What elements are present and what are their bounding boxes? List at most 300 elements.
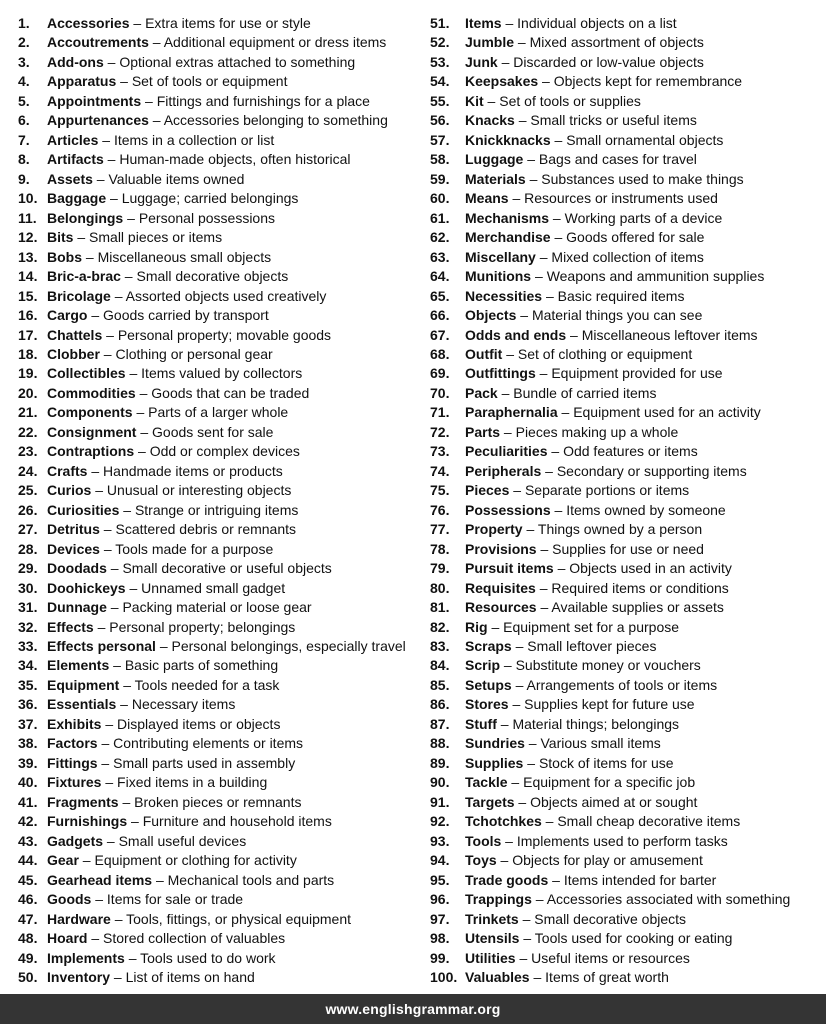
- list-item: [18, 851, 413, 870]
- item-term: Utensils: [465, 930, 520, 947]
- item-text: [465, 910, 686, 929]
- item-number: 98.: [430, 930, 450, 947]
- item-separator: –: [497, 53, 514, 70]
- list-item: [18, 949, 413, 968]
- item-number: 81.: [430, 599, 450, 616]
- item-term: Apparatus: [47, 73, 117, 90]
- item-separator: –: [116, 696, 132, 713]
- list-item: [18, 793, 413, 812]
- item-definition: Mechanical tools and parts: [167, 871, 335, 888]
- item-definition: Personal belongings, especially travel: [171, 638, 406, 654]
- list-item: [430, 540, 826, 559]
- item-separator: –: [535, 365, 552, 382]
- item-number: 32.: [18, 618, 38, 635]
- item-text: [465, 715, 679, 734]
- item-number: 82.: [430, 618, 450, 635]
- item-separator: –: [155, 638, 172, 654]
- item-term: Property: [465, 521, 523, 538]
- item-number: 69.: [430, 365, 450, 382]
- item-number: 6.: [18, 112, 30, 129]
- item-number: 39.: [18, 754, 38, 771]
- item-text: [465, 248, 704, 267]
- item-number: 76.: [430, 501, 450, 518]
- item-term: Accoutrements: [47, 34, 149, 51]
- list-item: [18, 734, 413, 753]
- item-separator: –: [78, 852, 95, 869]
- item-text: [47, 150, 350, 169]
- item-definition: Bags and cases for travel: [538, 151, 697, 168]
- item-term: Tchotchkes: [465, 813, 542, 830]
- item-text: [47, 871, 334, 890]
- item-definition: Small ornamental objects: [566, 131, 724, 148]
- list-item: [430, 267, 826, 286]
- list-item: [430, 53, 826, 72]
- list-item: [430, 248, 826, 267]
- item-number: 77.: [430, 521, 450, 538]
- item-term: Parts: [465, 423, 501, 440]
- list-item: [18, 637, 413, 656]
- item-separator: –: [99, 521, 116, 538]
- list-item: [18, 832, 413, 851]
- item-text: [465, 871, 716, 890]
- item-number: 9.: [18, 170, 30, 187]
- item-number: 64.: [430, 268, 450, 285]
- item-text: [465, 656, 701, 675]
- item-separator: –: [523, 151, 539, 168]
- item-text: [47, 520, 296, 539]
- item-definition: Working parts of a device: [564, 209, 723, 226]
- list-item: [430, 656, 826, 675]
- item-definition: Personal property; belongings: [109, 618, 296, 635]
- item-text: [47, 403, 288, 422]
- item-number: 17.: [18, 326, 38, 343]
- item-separator: –: [110, 968, 126, 985]
- list-item: [430, 384, 826, 403]
- item-definition: Items for sale or trade: [106, 891, 244, 908]
- item-definition: Goods offered for sale: [566, 229, 705, 246]
- item-term: Outfit: [465, 345, 503, 362]
- item-definition: Small decorative or useful objects: [122, 560, 332, 577]
- item-number: 62.: [430, 229, 450, 246]
- item-separator: –: [119, 676, 135, 693]
- item-separator: –: [98, 131, 114, 148]
- item-number: 4.: [18, 73, 30, 90]
- item-text: [47, 423, 273, 442]
- item-separator: –: [508, 696, 525, 713]
- item-text: [47, 481, 291, 500]
- item-definition: Small useful devices: [118, 832, 247, 849]
- item-term: Objects: [465, 307, 517, 324]
- item-number: 100.: [430, 968, 458, 985]
- item-number: 47.: [18, 910, 38, 927]
- list-item: [430, 442, 826, 461]
- list-item: [430, 851, 826, 870]
- item-number: 23.: [18, 443, 38, 460]
- item-number: 49.: [18, 949, 38, 966]
- item-text: [465, 72, 742, 91]
- item-separator: –: [536, 540, 553, 557]
- item-number: 14.: [18, 268, 38, 285]
- item-separator: –: [135, 384, 152, 401]
- item-separator: –: [103, 151, 120, 168]
- list-item: [430, 111, 826, 130]
- list-item: [430, 715, 826, 734]
- list-item: [430, 968, 826, 987]
- item-number: 36.: [18, 696, 38, 713]
- item-text: [47, 287, 326, 306]
- item-number: 5.: [18, 92, 30, 109]
- item-separator: –: [501, 15, 518, 31]
- item-separator: –: [82, 248, 98, 265]
- item-definition: Things owned by a person: [537, 521, 703, 538]
- item-text: [47, 618, 295, 637]
- item-text: [47, 598, 312, 617]
- item-text: [47, 345, 273, 364]
- item-separator: –: [496, 852, 513, 869]
- item-number: 45.: [18, 871, 38, 888]
- item-number: 15.: [18, 287, 38, 304]
- item-text: [47, 540, 273, 559]
- item-number: 31.: [18, 599, 38, 616]
- list-item: [18, 248, 413, 267]
- item-text: [47, 228, 222, 247]
- item-separator: –: [97, 754, 114, 771]
- item-term: Implements: [47, 949, 125, 966]
- item-definition: Optional extras attached to something: [119, 53, 356, 70]
- item-number: 63.: [430, 248, 450, 265]
- item-number: 89.: [430, 754, 450, 771]
- item-term: Provisions: [465, 540, 537, 557]
- item-term: Merchandise: [465, 229, 551, 246]
- item-definition: Material things; belongings: [512, 715, 680, 732]
- item-text: [465, 384, 656, 403]
- list-item: [18, 345, 413, 364]
- item-text: [465, 929, 732, 948]
- item-term: Appointments: [47, 92, 142, 109]
- item-text: [465, 949, 690, 968]
- item-separator: –: [524, 735, 541, 752]
- item-separator: –: [536, 599, 552, 616]
- item-text: [465, 734, 661, 753]
- item-definition: Additional equipment or dress items: [163, 34, 387, 51]
- item-term: Gearhead items: [47, 871, 153, 888]
- list-item: [18, 676, 413, 695]
- item-separator: –: [91, 891, 107, 908]
- item-number: 78.: [430, 540, 450, 557]
- item-text: [465, 306, 702, 325]
- item-term: Sundries: [465, 735, 525, 752]
- item-separator: –: [124, 949, 141, 966]
- item-text: [465, 579, 729, 598]
- item-definition: Fittings and furnishings for a place: [156, 92, 370, 109]
- list-item: [18, 812, 413, 831]
- list-item: [18, 14, 413, 33]
- item-separator: –: [106, 560, 123, 577]
- item-term: Cargo: [47, 307, 88, 324]
- item-separator: –: [501, 832, 517, 849]
- item-text: [465, 851, 703, 870]
- item-number: 30.: [18, 579, 38, 596]
- item-number: 55.: [430, 92, 450, 109]
- list-item: [18, 189, 413, 208]
- list-item: [18, 968, 413, 987]
- list-column-right: [413, 14, 826, 987]
- item-separator: –: [103, 832, 119, 849]
- list-item: [18, 598, 413, 617]
- item-term: Bric-a-brac: [47, 268, 121, 285]
- item-term: Dunnage: [47, 599, 107, 616]
- item-term: Tools: [465, 832, 502, 849]
- item-text: [47, 559, 332, 578]
- list-item: [430, 812, 826, 831]
- item-definition: Miscellaneous small objects: [97, 248, 272, 265]
- item-definition: Odd or complex devices: [149, 443, 300, 460]
- list-item: [18, 53, 413, 72]
- list-item: [18, 871, 413, 890]
- item-text: [465, 559, 732, 578]
- list-item: [18, 170, 413, 189]
- item-definition: Small parts used in assembly: [113, 754, 296, 771]
- item-text: [465, 364, 723, 383]
- item-term: Commodities: [47, 384, 136, 401]
- item-separator: –: [550, 131, 567, 148]
- item-text: [465, 890, 790, 909]
- item-term: Requisites: [465, 579, 536, 596]
- item-separator: –: [538, 73, 554, 90]
- item-text: [47, 637, 406, 656]
- item-term: Munitions: [465, 268, 532, 285]
- item-separator: –: [525, 170, 542, 187]
- item-term: Consignment: [47, 423, 137, 440]
- item-text: [465, 131, 723, 150]
- item-definition: Unnamed small gadget: [141, 579, 286, 596]
- item-definition: Goods carried by transport: [103, 307, 269, 324]
- list-item: [430, 734, 826, 753]
- item-separator: –: [500, 657, 516, 674]
- item-separator: –: [509, 482, 525, 499]
- item-number: 60.: [430, 190, 450, 207]
- item-separator: –: [120, 268, 137, 285]
- item-text: [465, 754, 674, 773]
- item-text: [465, 637, 656, 656]
- item-text: [47, 656, 278, 675]
- item-term: Tackle: [465, 774, 508, 791]
- item-text: [47, 715, 280, 734]
- item-text: [47, 929, 285, 948]
- item-term: Trappings: [465, 891, 532, 908]
- item-separator: –: [511, 638, 528, 654]
- item-text: [465, 462, 747, 481]
- item-term: Belongings: [47, 209, 124, 226]
- item-separator: –: [125, 365, 142, 382]
- item-term: Bobs: [47, 248, 82, 265]
- item-number: 26.: [18, 501, 38, 518]
- item-term: Pursuit items: [465, 560, 554, 577]
- item-term: Rig: [465, 618, 488, 635]
- item-definition: Tools used to do work: [140, 949, 276, 966]
- item-definition: Broken pieces or remnants: [134, 793, 302, 810]
- item-definition: Substances used to make things: [541, 170, 744, 187]
- item-number: 40.: [18, 774, 38, 791]
- item-definition: Strange or intriguing items: [134, 501, 299, 518]
- item-definition: Required items or conditions: [551, 579, 729, 596]
- item-definition: Small decorative objects: [136, 268, 289, 285]
- list-item: [18, 754, 413, 773]
- item-separator: –: [125, 579, 142, 596]
- list-item: [430, 423, 826, 442]
- list-item: [430, 520, 826, 539]
- item-separator: –: [522, 521, 538, 538]
- list-item: [18, 559, 413, 578]
- item-number: 21.: [18, 404, 38, 421]
- item-number: 85.: [430, 676, 450, 693]
- list-item: [430, 131, 826, 150]
- item-number: 57.: [430, 131, 450, 148]
- list-item: [430, 481, 826, 500]
- item-term: Fixtures: [47, 774, 102, 791]
- list-item: [430, 228, 826, 247]
- item-number: 71.: [430, 404, 450, 421]
- item-separator: –: [148, 34, 164, 51]
- item-separator: –: [497, 384, 514, 401]
- item-definition: Accessories associated with something: [546, 891, 791, 908]
- footer-url: www.englishgrammar.org: [325, 1001, 501, 1017]
- item-definition: Assorted objects used creatively: [125, 287, 327, 304]
- item-term: Baggage: [47, 190, 107, 207]
- item-definition: Unusual or interesting objects: [106, 482, 292, 499]
- item-number: 54.: [430, 73, 450, 90]
- item-separator: –: [103, 53, 120, 70]
- item-number: 52.: [430, 34, 450, 51]
- item-definition: Items owned by someone: [566, 501, 726, 518]
- item-number: 68.: [430, 345, 450, 362]
- list-item: [430, 773, 826, 792]
- item-definition: Items intended for barter: [563, 871, 717, 888]
- item-definition: Goods that can be traded: [151, 384, 310, 401]
- list-item: [430, 92, 826, 111]
- item-definition: Equipment provided for use: [551, 365, 723, 382]
- item-number: 96.: [430, 891, 450, 908]
- item-separator: –: [483, 92, 500, 109]
- item-definition: Objects for play or amusement: [512, 852, 703, 869]
- item-definition: Extra items for use or style: [145, 15, 311, 31]
- item-number: 53.: [430, 53, 450, 70]
- list-item: [430, 871, 826, 890]
- item-text: [465, 287, 684, 306]
- item-term: Mechanisms: [465, 209, 550, 226]
- list-item: [18, 462, 413, 481]
- item-separator: –: [511, 676, 527, 693]
- item-term: Doodads: [47, 560, 107, 577]
- item-definition: Small decorative objects: [534, 910, 687, 927]
- item-term: Scrip: [465, 657, 501, 674]
- item-term: Setups: [465, 676, 512, 693]
- item-text: [465, 812, 740, 831]
- item-separator: –: [109, 657, 125, 674]
- list-item: [18, 131, 413, 150]
- item-number: 28.: [18, 540, 38, 557]
- item-text: [465, 695, 695, 714]
- list-item: [430, 33, 826, 52]
- item-definition: Mixed collection of items: [551, 248, 704, 265]
- list-item: [18, 92, 413, 111]
- item-number: 46.: [18, 891, 38, 908]
- item-text: [465, 189, 718, 208]
- item-number: 41.: [18, 793, 38, 810]
- item-separator: –: [516, 307, 532, 324]
- item-text: [465, 209, 722, 228]
- item-definition: Contributing elements or items: [113, 735, 304, 752]
- item-separator: –: [487, 618, 504, 635]
- item-separator: –: [514, 112, 531, 129]
- item-text: [47, 890, 243, 909]
- item-number: 18.: [18, 345, 38, 362]
- item-definition: Pieces making up a whole: [515, 423, 679, 440]
- item-term: Hardware: [47, 910, 111, 927]
- item-definition: Scattered debris or remnants: [115, 521, 297, 538]
- list-item: [430, 579, 826, 598]
- list-item: [430, 306, 826, 325]
- item-number: 58.: [430, 151, 450, 168]
- list-item: [18, 306, 413, 325]
- item-text: [47, 364, 302, 383]
- list-item: [18, 773, 413, 792]
- list-item: [430, 793, 826, 812]
- item-term: Utilities: [465, 949, 516, 966]
- item-separator: –: [523, 754, 539, 771]
- item-separator: –: [92, 170, 109, 187]
- item-definition: Accessories belonging to something: [163, 112, 388, 129]
- list-item: [18, 540, 413, 559]
- item-separator: –: [550, 501, 567, 518]
- list-item: [430, 189, 826, 208]
- item-text: [47, 248, 271, 267]
- list-item: [430, 326, 826, 345]
- item-text: [465, 14, 677, 33]
- item-definition: Equipment used for an activity: [573, 404, 761, 421]
- list-column-left: [0, 14, 413, 987]
- item-number: 70.: [430, 384, 450, 401]
- item-separator: –: [106, 190, 122, 207]
- item-separator: –: [99, 345, 116, 362]
- item-definition: Separate portions or items: [524, 482, 690, 499]
- item-term: Stores: [465, 696, 509, 713]
- item-definition: Supplies kept for future use: [524, 696, 695, 713]
- item-term: Hoard: [47, 930, 88, 947]
- list-item: [18, 929, 413, 948]
- list-item: [18, 267, 413, 286]
- item-term: Curiosities: [47, 501, 120, 518]
- item-text: [47, 462, 283, 481]
- item-number: 74.: [430, 462, 450, 479]
- item-definition: Discarded or low-value objects: [513, 53, 704, 70]
- item-text: [465, 228, 704, 247]
- item-term: Gear: [47, 852, 79, 869]
- item-separator: –: [502, 345, 518, 362]
- item-separator: –: [152, 871, 168, 888]
- item-number: 12.: [18, 229, 38, 246]
- list-item: [430, 170, 826, 189]
- item-text: [465, 326, 758, 345]
- item-text: [465, 540, 704, 559]
- item-number: 22.: [18, 423, 38, 440]
- item-text: [465, 773, 695, 792]
- item-number: 86.: [430, 696, 450, 713]
- item-term: Knickknacks: [465, 131, 551, 148]
- item-definition: Clothing or personal gear: [115, 345, 273, 362]
- item-text: [465, 170, 744, 189]
- item-text: [47, 189, 298, 208]
